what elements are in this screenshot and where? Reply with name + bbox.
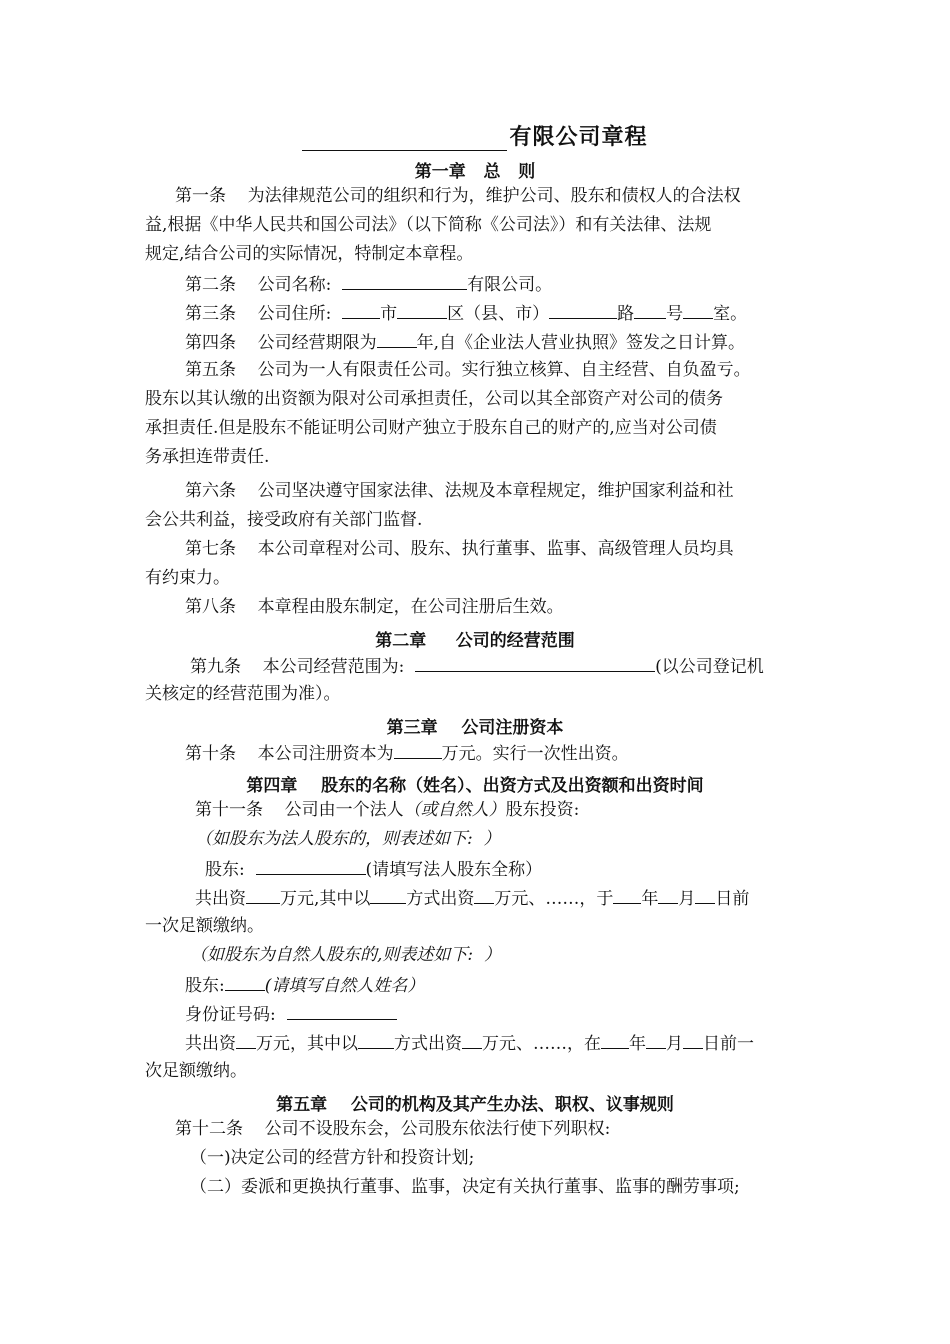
legal-year-field[interactable] [613, 887, 641, 904]
legal-investment-line-1: 共出资 万元,其中以 方式出资 万元、……，于 年 月 日前 [195, 889, 750, 909]
id-number-field[interactable] [287, 1003, 397, 1020]
legal-amount-field[interactable] [246, 887, 280, 904]
legal-shareholder-field[interactable] [256, 858, 366, 875]
article-5-line-1: 第五条 公司为一人有限责任公司。实行独立核算、自主经营、自负盈亏。 [185, 360, 751, 380]
chapter-3-heading: 第三章 公司注册资本 [386, 718, 564, 738]
natural-day-field[interactable] [683, 1032, 703, 1049]
article-1-line-3: 规定,结合公司的实际情况，特制定本章程。 [145, 244, 474, 264]
legal-month-field[interactable] [658, 887, 678, 904]
natural-shareholder-note: （如股东为自然人股东的,则表述如下: ） [190, 945, 501, 965]
article-1-line-1: 第一条 为法律规范公司的组织和行为，维护公司、股东和债权人的合法权 [175, 186, 741, 206]
article-12-item-1: （一)决定公司的经营方针和投资计划; [190, 1148, 475, 1168]
term-years-field[interactable] [377, 331, 417, 348]
number-field[interactable] [634, 302, 666, 319]
chapter-2-heading: 第二章 公司的经营范围 [375, 631, 575, 651]
natural-shareholder-line: 股东: (请填写自然人姓名） [185, 976, 425, 996]
district-field[interactable] [397, 302, 447, 319]
natural-shareholder-field[interactable] [225, 974, 265, 991]
article-7-line-1: 第七条 本公司章程对公司、股东、执行董事、监事、高级管理人员均具 [185, 539, 734, 559]
article-5-line-4: 务承担连带责任. [145, 447, 270, 467]
legal-method-amount-field[interactable] [474, 887, 494, 904]
article-2: 第二条 公司名称: 有限公司。 [185, 275, 553, 295]
article-8: 第八条 本章程由股东制定，在公司注册后生效。 [185, 597, 564, 617]
article-9-line-1: 第九条 本公司经营范围为: (以公司登记机 [190, 657, 764, 677]
article-1-line-2: 益,根据《中华人民共和国公司法》（以下简称《公司法》）和有关法律、法规 [145, 215, 712, 235]
natural-month-field[interactable] [646, 1032, 666, 1049]
legal-method-field[interactable] [370, 887, 406, 904]
city-field[interactable] [342, 302, 380, 319]
article-6-line-1: 第六条 公司坚决遵守国家法律、法规及本章程规定，维护国家利益和社 [185, 481, 734, 501]
natural-investment-line-2: 次足额缴纳。 [145, 1061, 247, 1081]
legal-shareholder-note: （如股东为法人股东的，则表述如下: ） [195, 829, 501, 849]
chapter-4-heading: 第四章 股东的名称（姓名）、出资方式及出资额和出资时间 [246, 776, 704, 796]
article-9-line-2: 关核定的经营范围为准）。 [145, 684, 341, 704]
room-field[interactable] [683, 302, 713, 319]
natural-year-field[interactable] [601, 1032, 629, 1049]
road-field[interactable] [549, 302, 617, 319]
business-scope-field[interactable] [415, 655, 655, 672]
id-number-line: 身份证号码: [185, 1003, 397, 1025]
article-12-item-2: （二）委派和更换执行董事、监事，决定有关执行董事、监事的酬劳事项; [190, 1177, 740, 1197]
article-6-line-2: 会公共利益，接受政府有关部门监督. [145, 510, 423, 530]
legal-day-field[interactable] [695, 887, 715, 904]
natural-method-field[interactable] [358, 1032, 394, 1049]
article-5-line-2: 股东以其认缴的出资额为限对公司承担责任，公司以其全部资产对公司的债务 [145, 389, 723, 409]
company-name-field[interactable] [342, 273, 467, 290]
chapter-1-heading: 第一章 总 则 [414, 162, 536, 182]
document-title: 有限公司章程 [0, 120, 950, 151]
article-10: 第十条 本公司注册资本为 万元。实行一次性出资。 [185, 744, 629, 764]
article-4: 第四条 公司经营期限为 年,自《企业法人营业执照》签发之日计算。 [185, 333, 746, 353]
article-7-line-2: 有约束力。 [145, 568, 230, 588]
registered-capital-field[interactable] [394, 742, 442, 759]
natural-method-amount-field[interactable] [462, 1032, 482, 1049]
legal-investment-line-2: 一次足额缴纳。 [145, 916, 264, 936]
natural-investment-line-1: 共出资 万元，其中以 方式出资 万元、……，在 年 月 日前一 [185, 1034, 754, 1054]
article-5-line-3: 承担责任.但是股东不能证明公司财产独立于股东自己的财产的,应当对公司债 [145, 418, 717, 438]
company-name-blank[interactable] [302, 128, 507, 151]
natural-amount-field[interactable] [236, 1032, 256, 1049]
chapter-5-heading: 第五章 公司的机构及其产生办法、职权、议事规则 [276, 1095, 674, 1115]
legal-shareholder-line: 股东: (请填写法人股东全称） [205, 860, 543, 880]
article-3: 第三条 公司住所: 市 区（县、市） 路 号 室。 [185, 304, 748, 324]
article-12: 第十二条 公司不设股东会，公司股东依法行使下列职权: [175, 1119, 611, 1139]
article-11: 第十一条 公司由一个法人（或自然人）股东投资: [195, 800, 580, 820]
